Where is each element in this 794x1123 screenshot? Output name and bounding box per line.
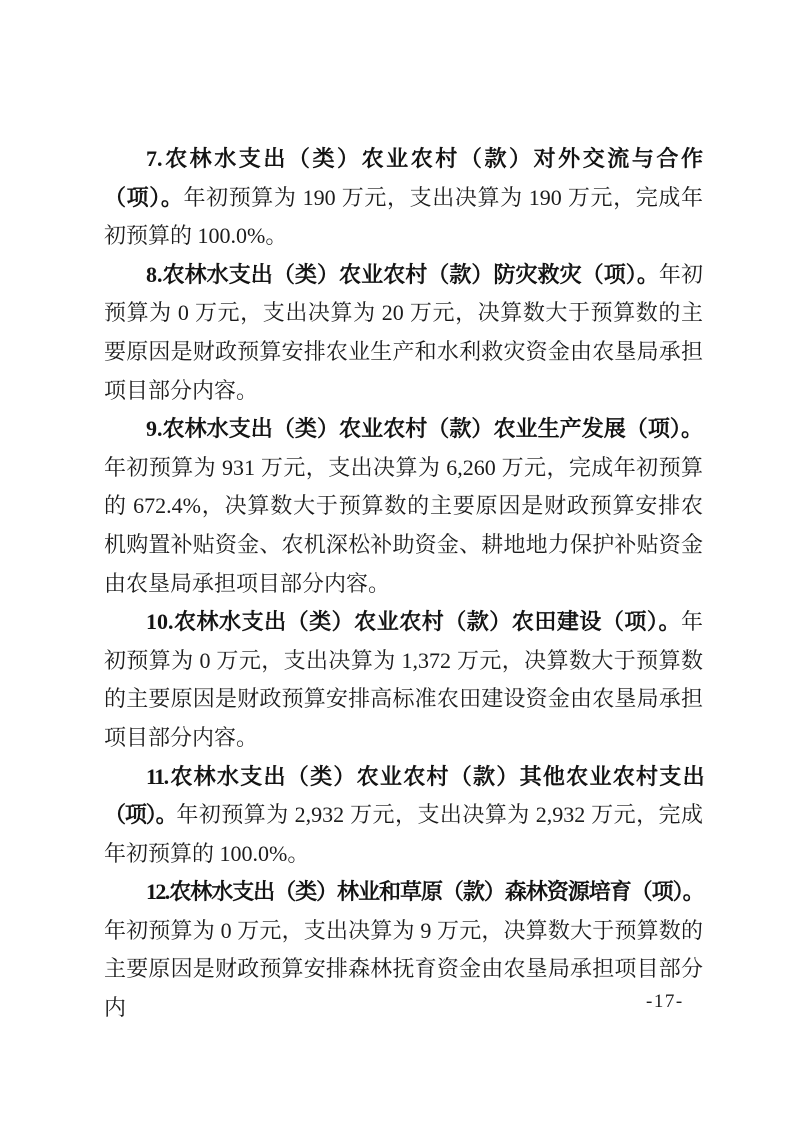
paragraph-item-7	[104, 140, 703, 256]
paragraph-item-11-body: 年初预算为 2,932 万元，支出决算为 2,932 万元，完成年初预算的 100.0%。	[104, 802, 703, 866]
paragraph-item-9-heading: 9.农林水支出（类）农业农村（款）农业生产发展（项）。	[146, 416, 703, 442]
page-number: -17-	[646, 991, 684, 1012]
paragraph-item-9-body: 年初预算为 931 万元，支出决算为 6,260 万元，完成年初预算的 672.4%，决算数大于预算数的主要原因是财政预算安排农机购置补贴资金、农机深松补助资金、耕地地力保护补贴资金由农垦局承担项目部分内容。	[104, 454, 703, 596]
document-content	[104, 140, 703, 1028]
paragraph-item-10-heading: 10.农林水支出（类）农业农村（款）农田建设（项）。	[146, 609, 681, 635]
paragraph-item-8-body: 年初预算为 0 万元，支出决算为 20 万元，决算数大于预算数的主要原因是财政预算安排农业生产和水利救灾资金由农垦局承担项目部分内容。	[104, 261, 703, 403]
paragraph-item-12-heading: 12.农林水支出（类）林业和草原（款）森林资源培育（项）。	[146, 879, 703, 905]
paragraph-item-11	[104, 758, 703, 874]
paragraph-item-10	[104, 603, 703, 757]
paragraph-item-9	[104, 410, 703, 603]
paragraph-item-8-heading: 8.农林水支出（类）农业农村（款）防灾救灾（项）。	[146, 261, 659, 287]
paragraph-item-11-heading: 11.农林水支出（类）农业农村（款）其他农业农村支出（项）。	[104, 763, 703, 828]
paragraph-item-12	[104, 873, 703, 1027]
paragraph-item-12-body: 年初预算为 0 万元，支出决算为 9 万元，决算数大于预算数的主要原因是财政预算安排森林抚育资金由农垦局承担项目部分内	[104, 917, 703, 1021]
paragraph-item-7-heading: 7.农林水支出（类）农业农村（款）对外交流与合作（项）。	[104, 146, 703, 210]
paragraph-item-10-body: 年初预算为 0 万元，支出决算为 1,372 万元，决算数大于预算数的主要原因是财政预算安排高标准农田建设资金由农垦局承担项目部分内容。	[104, 609, 703, 750]
paragraph-item-7-body: 年初预算为 190 万元，支出决算为 190 万元，完成年初预算的 100.0%。	[104, 184, 703, 249]
paragraph-item-8	[104, 256, 703, 410]
